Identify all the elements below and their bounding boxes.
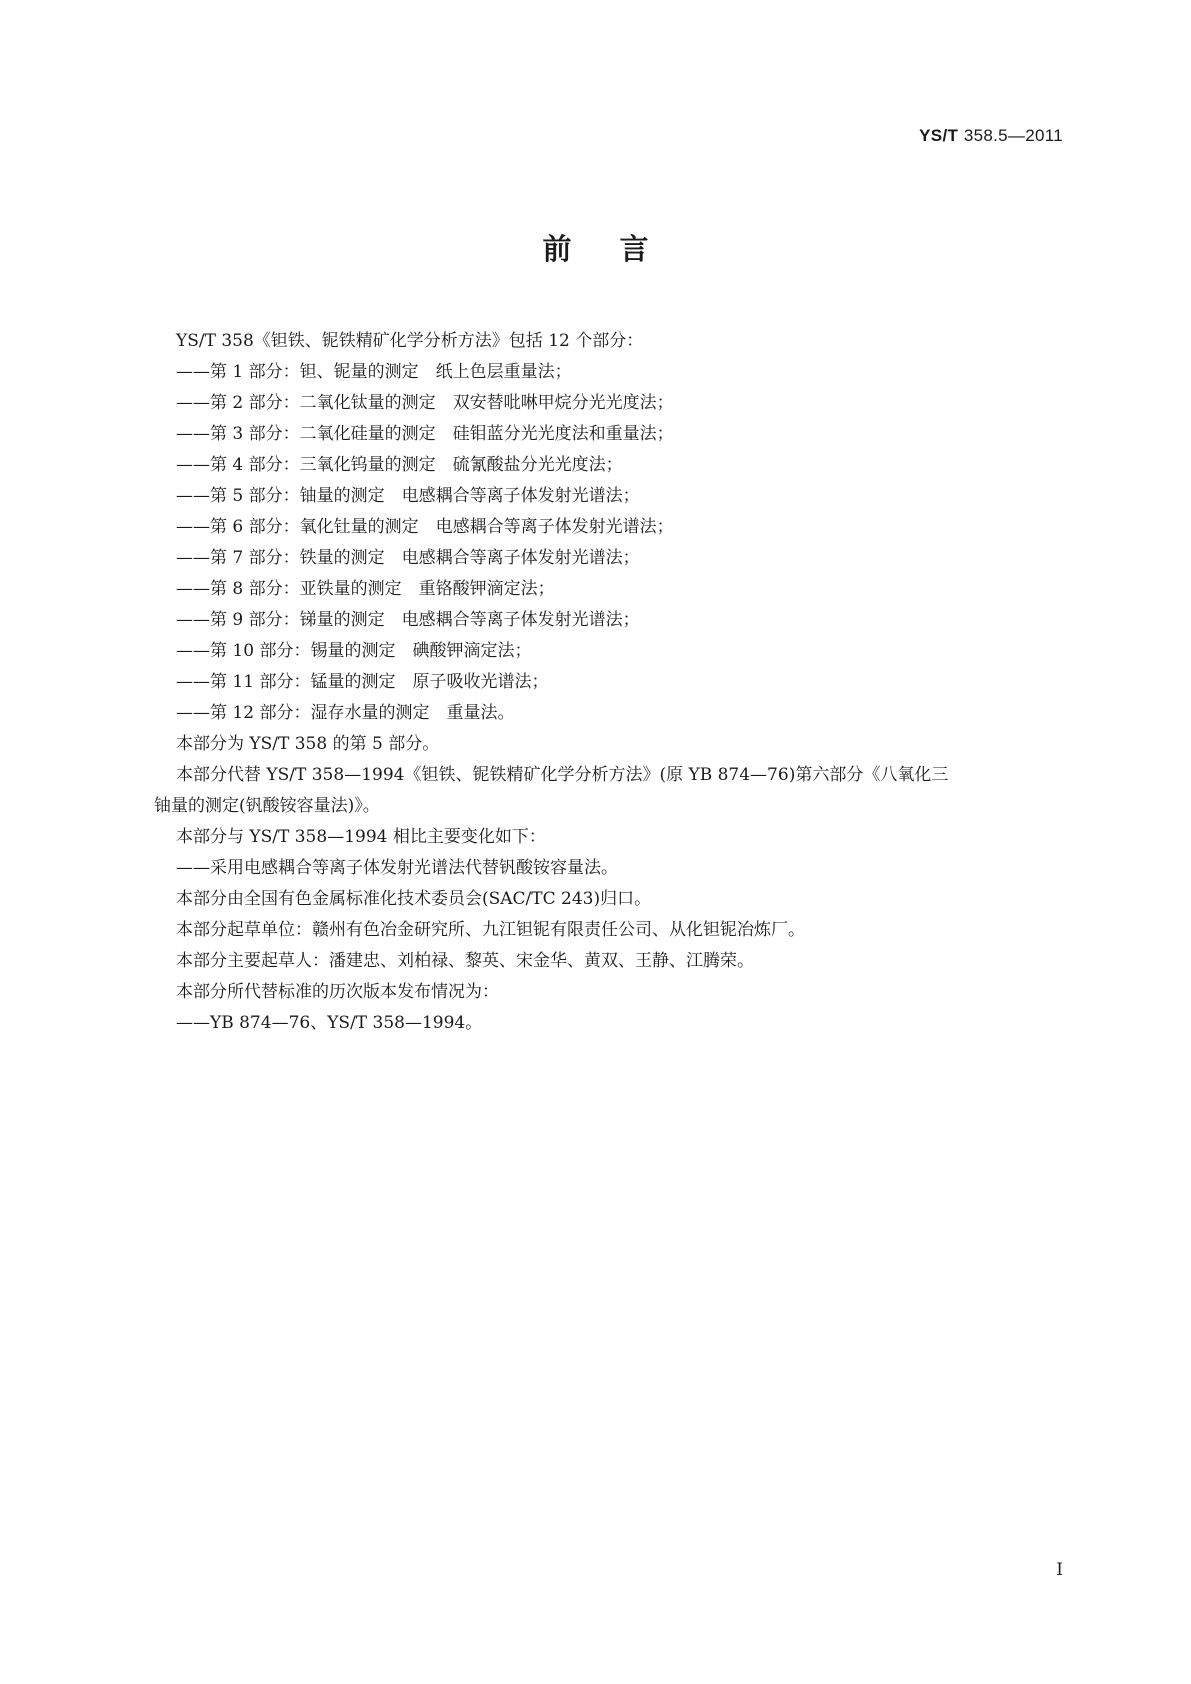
text-line: 本部分起草单位：赣州有色冶金研究所、九江钽铌有限责任公司、从化钽铌冶炼厂。: [176, 920, 805, 940]
text-line: ——第 8 部分：亚铁量的测定 重铬酸钾滴定法；: [176, 579, 555, 599]
text-line: ——第 1 部分：钽、铌量的测定 纸上色层重量法；: [176, 362, 572, 382]
text-line: ——第 11 部分：锰量的测定 原子吸收光谱法；: [176, 672, 549, 692]
document-code-number: 358.5—2011: [963, 126, 1063, 145]
text-line: 本部分为 YS/T 358 的第 5 部分。: [176, 734, 440, 754]
replace-paragraph-line-1: 本部分代替 YS/T 358—1994《钽铁、铌铁精矿化学分析方法》(原 YB 874—76)第六部分《八氧化三: [176, 765, 949, 785]
text-line: ——第 9 部分：锑量的测定 电感耦合等离子体发射光谱法；: [176, 610, 640, 630]
text-line: 本部分与 YS/T 358—1994 相比主要变化如下：: [176, 827, 546, 847]
text-line: 本部分由全国有色金属标准化技术委员会(SAC/TC 243)归口。: [176, 889, 652, 909]
text-line: ——第 3 部分：二氧化硅量的测定 硅钼蓝分光光度法和重量法；: [176, 424, 674, 444]
text-line: ——YB 874—76、YS/T 358—1994。: [176, 1013, 483, 1033]
replace-paragraph-line-2: 铀量的测定(钒酸铵容量法)》。: [154, 796, 380, 816]
page-title: 前言: [542, 232, 697, 266]
text-line: ——第 4 部分：三氧化钨量的测定 硫氰酸盐分光光度法；: [176, 455, 623, 475]
text-line: ——第 6 部分：氧化钍量的测定 电感耦合等离子体发射光谱法；: [176, 517, 674, 537]
text-line: YS/T 358《钽铁、铌铁精矿化学分析方法》包括 12 个部分：: [176, 331, 644, 351]
document-code-prefix: YS/T: [919, 126, 959, 145]
text-line: ——第 7 部分：铁量的测定 电感耦合等离子体发射光谱法；: [176, 548, 640, 568]
text-line: ——采用电感耦合等离子体发射光谱法代替钒酸铵容量法。: [176, 858, 618, 878]
text-line: ——第 5 部分：铀量的测定 电感耦合等离子体发射光谱法；: [176, 486, 640, 506]
foreword-body: [154, 326, 1056, 1039]
text-line: 本部分主要起草人：潘建忠、刘柏禄、黎英、宋金华、黄双、王静、江腾荣。: [176, 951, 754, 971]
page-number: I: [1056, 1560, 1063, 1580]
text-line: ——第 10 部分：锡量的测定 碘酸钾滴定法；: [176, 641, 532, 661]
text-line: ——第 2 部分：二氧化钛量的测定 双安替吡啉甲烷分光光度法；: [176, 393, 674, 413]
document-code: [919, 126, 1063, 146]
text-line: ——第 12 部分：湿存水量的测定 重量法。: [176, 703, 515, 723]
text-line: 本部分所代替标准的历次版本发布情况为：: [176, 982, 499, 1002]
